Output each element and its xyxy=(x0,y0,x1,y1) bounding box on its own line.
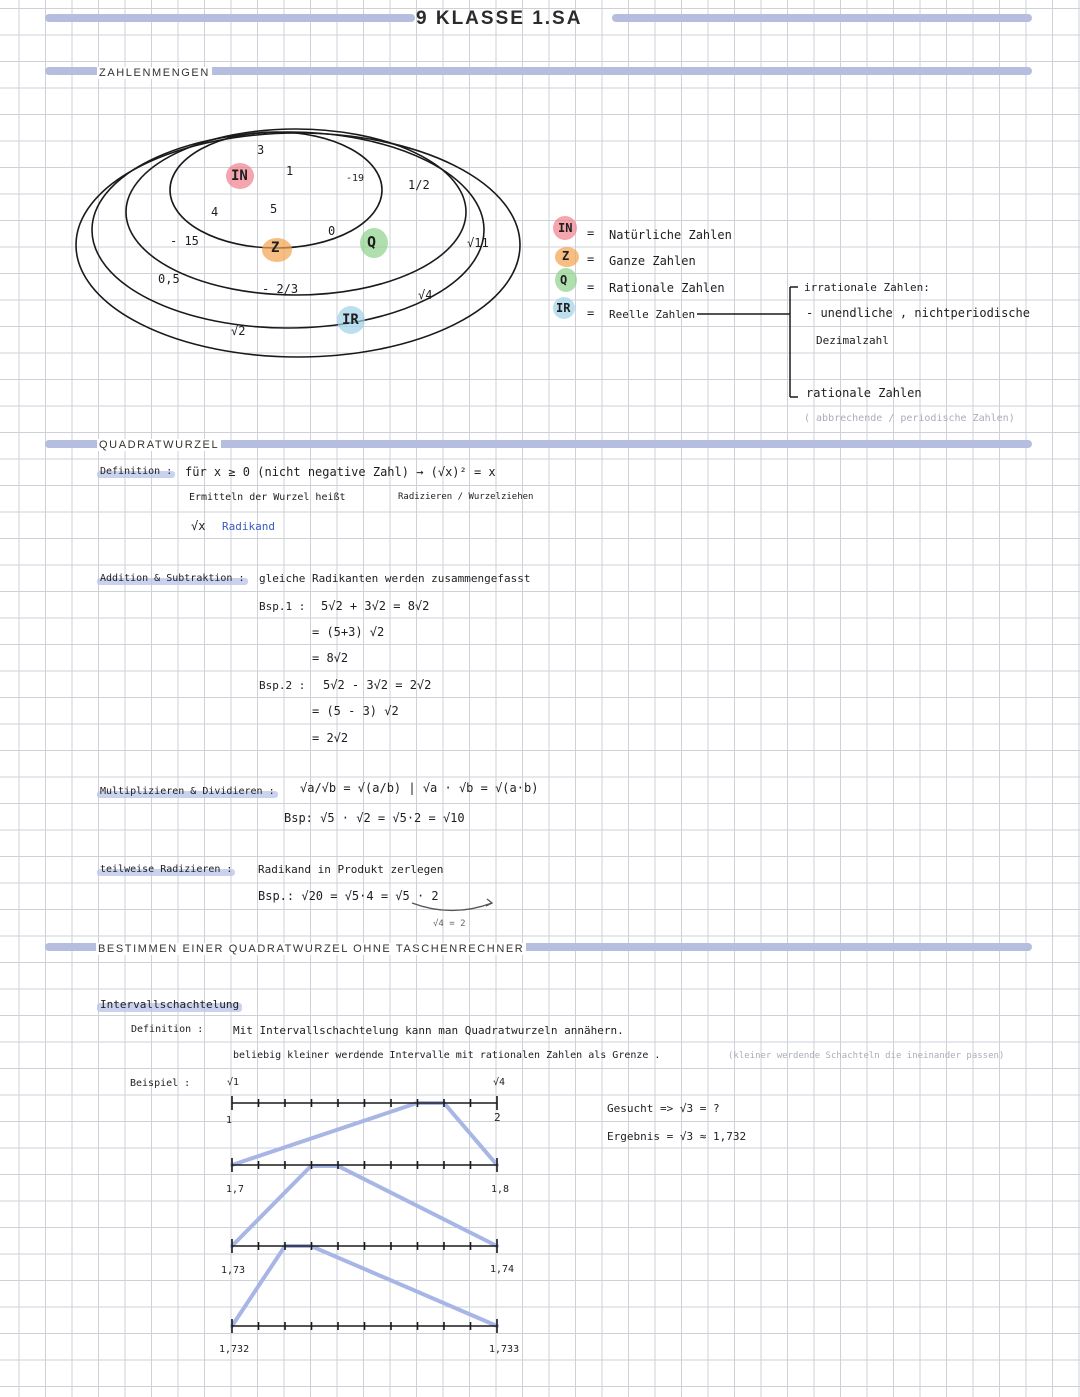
legend-Z: Ganze Zahlen xyxy=(609,254,696,268)
venn-number: 1/2 xyxy=(408,178,430,192)
venn-number: - 2/3 xyxy=(262,282,299,296)
mult-bsp: Bsp: √5 · √2 = √5·2 = √10 xyxy=(284,811,465,825)
bestimmen-def-line1: Mit Intervallschachtelung kann man Quadratwurzeln annähern. xyxy=(233,1024,624,1037)
bsp1-label: Bsp.1 : xyxy=(259,600,306,613)
venn-number: 0 xyxy=(328,224,336,238)
venn-number: 5 xyxy=(270,202,278,216)
teil-text: Radikand in Produkt zerlegen xyxy=(258,863,444,876)
mult-formula: √a/√b = √(a/b) | √a · √b = √(a·b) xyxy=(300,781,539,795)
venn-number: 0,5 xyxy=(158,272,180,286)
venn-number: 4 xyxy=(211,205,219,219)
scale-top-left: √1 xyxy=(227,1077,240,1088)
legend-R: Reelle Zahlen xyxy=(609,308,696,321)
bestimmen-bsp-label: Beispiel : xyxy=(130,1078,191,1089)
section-title-bestimmen: BESTIMMEN EINER QUADRATWURZEL OHNE TASCHENRECHNER xyxy=(98,943,525,955)
teil-bsp: Bsp.: √20 = √5·4 = √5 · 2 xyxy=(258,889,439,903)
scale-label-left: 1,732 xyxy=(219,1344,250,1355)
label-set-R: IR xyxy=(342,312,359,328)
legend-eq: = xyxy=(587,226,595,240)
label-set-Z: Z xyxy=(271,240,280,256)
legend-symbol-Z: Z xyxy=(562,249,570,263)
bsp2-label: Bsp.2 : xyxy=(259,679,306,692)
legend-eq: = xyxy=(587,252,595,266)
scale-label-right: 1,8 xyxy=(491,1184,510,1195)
bestimmen-def-label: Definition : xyxy=(131,1024,204,1035)
legend-symbol-Q: Q xyxy=(560,273,568,287)
venn-number: √11 xyxy=(467,236,489,250)
def-line3-b: Radikand xyxy=(222,520,275,533)
venn-number: 3 xyxy=(257,143,265,157)
venn-number: √4 xyxy=(418,288,433,302)
scale-label-right: 1,74 xyxy=(490,1264,515,1275)
bsp1-line3: = 8√2 xyxy=(312,651,349,665)
add-label: Addition & Subtraktion : xyxy=(100,573,245,584)
intervall-label: Intervallschachtelung xyxy=(100,998,240,1011)
legend-symbol-N: IN xyxy=(558,221,573,235)
branch-rational-note: ( abbrechende / periodische Zahlen) xyxy=(804,413,1015,424)
teil-label: teilweise Radizieren : xyxy=(100,864,233,875)
legend-eq: = xyxy=(587,306,595,320)
teil-note: √4 = 2 xyxy=(433,919,466,929)
venn-number: √2 xyxy=(231,324,246,338)
legend-N: Natürliche Zahlen xyxy=(609,228,732,242)
bestimmen-def-line2: beliebig kleiner werdende Intervalle mit rationalen Zahlen als Grenze . xyxy=(233,1050,661,1061)
mult-label: Multiplizieren & Dividieren : xyxy=(100,786,275,797)
bsp1-line2: = (5+3) √2 xyxy=(312,625,385,639)
branch-irrational-desc2: Dezimalzahl xyxy=(816,334,889,347)
scale-label-left: 1,73 xyxy=(221,1265,246,1276)
scale-label-right: 2 xyxy=(494,1111,501,1124)
branch-irrational-desc1: - unendliche , nichtperiodische xyxy=(806,306,1030,320)
scale-label-left: 1,7 xyxy=(226,1184,245,1195)
def-line2-a: Ermitteln der Wurzel heißt xyxy=(189,492,346,503)
branch-irrational: irrationale Zahlen: xyxy=(804,281,930,294)
def-text: für x ≥ 0 (nicht negative Zahl) → (√x)² = x xyxy=(185,465,496,479)
connector-lines xyxy=(232,1103,497,1326)
legend-Q: Rationale Zahlen xyxy=(609,281,725,295)
venn-number: - 15 xyxy=(170,234,199,248)
bestimmen-gesucht: Gesucht => √3 = ? xyxy=(607,1102,720,1115)
section-title-zahlenmengen: ZAHLENMENGEN xyxy=(99,67,210,79)
def-line3-a: √x xyxy=(191,519,206,533)
venn-number: -19 xyxy=(346,173,365,184)
bsp2-line3: = 2√2 xyxy=(312,731,349,745)
scale-top-right: √4 xyxy=(493,1077,506,1088)
bsp2-line2: = (5 - 3) √2 xyxy=(312,704,399,718)
bestimmen-ergebnis: Ergebnis = √3 ≈ 1,732 xyxy=(607,1130,747,1143)
page-title: 9 KLASSE 1.SA xyxy=(416,8,583,29)
legend-eq: = xyxy=(587,280,595,294)
venn-number: 1 xyxy=(286,164,294,178)
scale-label-left: 1 xyxy=(226,1115,233,1126)
bsp1-line1: 5√2 + 3√2 = 8√2 xyxy=(321,599,430,613)
legend-symbol-R: IR xyxy=(556,301,571,315)
bsp2-line1: 5√2 - 3√2 = 2√2 xyxy=(323,678,432,692)
label-set-Q: Q xyxy=(367,233,377,251)
def-label: Definition : xyxy=(100,466,173,477)
add-text: gleiche Radikanten werden zusammengefasst xyxy=(259,572,531,585)
label-set-N: IN xyxy=(231,168,248,184)
branch-rational: rationale Zahlen xyxy=(806,386,922,400)
bestimmen-def-note: (kleiner werdende Schachteln die ineinander passen) xyxy=(728,1051,1005,1061)
def-line2-b: Radizieren / Wurzelziehen xyxy=(398,492,534,502)
section-title-quadratwurzel: QUADRATWURZEL xyxy=(99,439,220,451)
scale-label-right: 1,733 xyxy=(489,1344,520,1355)
